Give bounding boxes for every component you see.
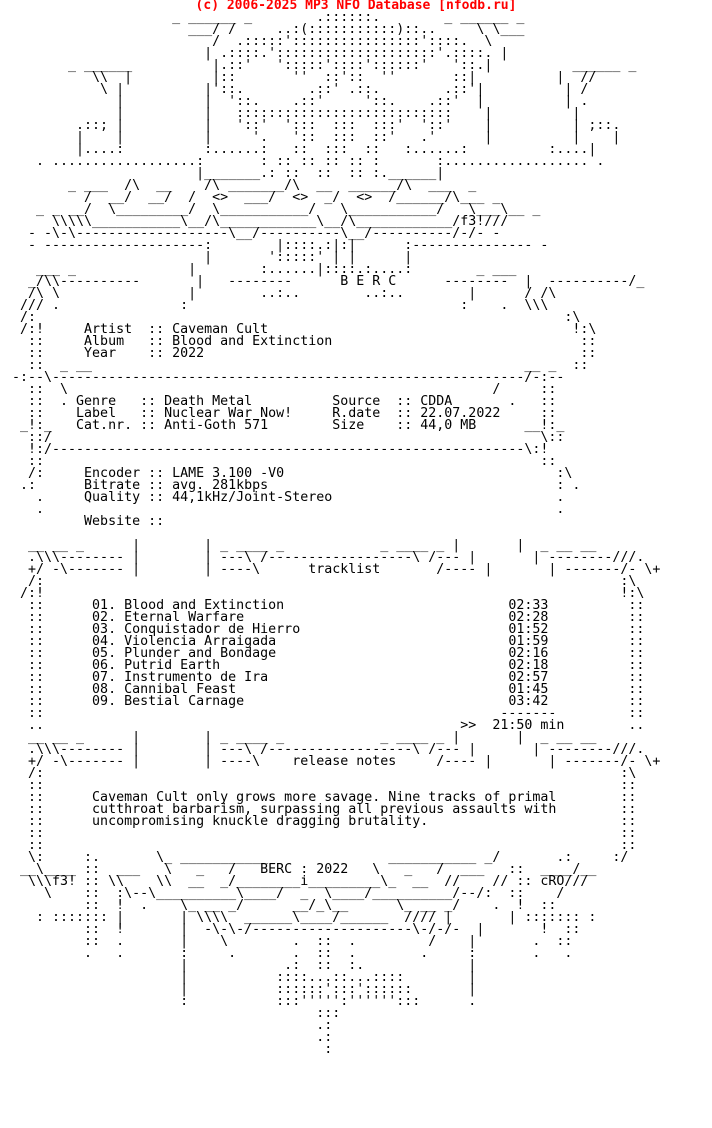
nfo-line: \\ | |:: '' ::':: '' ::| | // [12,70,597,85]
nfo-line: __ __ _ | | _ ____ _ _ ____ _ | | _ __ __ [12,730,597,745]
nfo-line: /: Encoder :: LAME 3.100 -V0 :\ [12,466,573,481]
nfo-line: | ::::::':::':::::: | [12,982,477,997]
nfo-line: :: . Genre :: Death Metal Source :: CDDA . :: [12,394,557,409]
nfo-line: ::/ \:: [12,430,565,445]
nfo-line: .: Bitrate :: avg. 281kbps : . [12,478,581,493]
nfo-line: _ _ __/ \_________/ \___________/ \___________/ \___\__ _ [12,202,541,217]
nfo-line: | ::::...::...:::: | [12,970,477,985]
nfo-line: .. >> 21:50 min .. [12,718,645,733]
nfo-line: \\\f3! :: \\ \\ __ _/________i_________\_ __ // // :: cRO/// [12,874,589,889]
nfo-line: .\\\-------- | | ---\ /------------------\ /--- | | --------///. [12,550,645,565]
nfo-line: +/ -\------- | | ----\ tracklist /---- | | -------/- \+ [12,562,661,577]
nfo-line: :: :: [12,826,637,841]
nfo-line: .: [12,1018,333,1033]
nfo-line: _ ______ _ .::::::. _ ______ _ [12,10,525,25]
nfo-line: Website :: [12,514,165,529]
nfo-line: _ ___ /\ __ /\ _______/\ __ ______/\ ___ _ [12,178,477,193]
nfo-line: :: uncompromising knuckle dragging brutality. :: [12,814,637,829]
nfo-line: __ __ _ | | _ ____ _ _ ____ _ | | _ __ __ [12,538,597,553]
nfo-line: :: Year :: 2022 :: [12,346,597,361]
nfo-line: _ ______ |.::' ':::::'::::'::::::' '::.| ______ _ [12,58,637,73]
nfo-line: : :::''''':''''''::: . [12,994,477,1009]
nfo-line: | ':::::' | | | [12,250,413,265]
nfo-line: :: 03. Conquistador de Hierro 01:52 :: [12,622,645,637]
nfo-line: |....: :......: :: ::: :: :......: :....| [12,142,597,157]
nfo-line: /: :\ [12,574,637,589]
nfo-line: - --------------------: |::::.:|:| :--------------- - [12,238,549,253]
nfo-line: . ..................: : :: :: :: :: : :.................. . [12,154,605,169]
nfo-line: :: \ / :: [12,382,557,397]
nfo-line: :: 06. Putrid Earth 02:18 :: [12,658,645,673]
nfo-line: : ::::::: | | \\\\ ______\____/______ //// | | ::::::: : [12,910,597,925]
nfo-line: | .: :: :. | [12,958,477,973]
nfo-line: .: [12,1030,333,1045]
nfo-line: !:/-----------------------------------------------------------\:! [12,442,549,457]
nfo-line: :: ! | -\-\-/--------------------\-/-/- | ! :: [12,922,581,937]
nfo-line: _/\\---------- | -------- B E R C -------- | ----------/_ [12,274,645,289]
nfo-line: :: Album :: Blood and Extinction :: [12,334,597,349]
nfo-line: . . : . . :: . . : . . [12,946,573,961]
nfo-line: | | | '. ':: ::: ::' .' | | | [12,130,621,145]
nfo-line: | | ::::::::::::::::::::::::::: | | [12,106,581,121]
nfo-line: :: 08. Cannibal Feast 01:45 :: [12,682,645,697]
nfo-line: \\\\\___________\__/\____________\__/\____________/f3!/// [12,214,509,229]
nfo-line: /// . : : . \\\ [12,298,549,313]
nfo-line: :: 04. Violencia Arraigada 01:59 :: [12,634,645,649]
nfo-line: :: Label :: Nuclear War Now! R.date :: 22.07.2022 :: [12,406,557,421]
nfo-line: -:--\-----------------------------------------------------------/-:-- [12,370,565,385]
nfo-line: :: 01. Blood and Extinction 02:33 :: [12,598,645,613]
nfo-line: ___ _ | :......|::::.:....: _ ___ [12,262,517,277]
nfo-line: | | '::. .::' '::. .::' | | . [12,94,589,109]
nfo-line: /\ \ | ..:.. ..:.. | / /\ [12,286,557,301]
nfo-line: :: 02. Eternal Warfare 02:28 :: [12,610,645,625]
nfo-line: :: . | \ . :: . / | . :: [12,934,573,949]
site-header: (c) 2006-2025 MP3 NFO Database [nfodb.ru] [195,0,517,13]
nfo-line: |_______.: :: :: :: :.______| [12,166,445,181]
nfo-line: +/ -\------- | | ----\ release notes /---- | | -------/- \+ [12,754,661,769]
nfo-line: \: :. \_ ___________ ___________ _/ .: :/ [12,850,629,865]
nfo-line: . . [12,502,565,517]
nfo-line: :: :: [12,778,637,793]
nfo-line: :: cutthroat barbarism, surpassing all previous assaults with :: [12,802,637,817]
nfo-line: ::: [12,1006,341,1021]
nfo-line: . Quality :: 44,1kHz/Joint-Stereo . [12,490,565,505]
nfo-line: :: ------- :: [12,706,645,721]
nfo-line: ___/ / ..:(:::::::::::)::.. \ \___ [12,22,525,37]
nfo-line: :: 07. Instrumento de Ira 02:57 :: [12,670,645,685]
nfo-line: .::; | | '::' '::: ::: :::' '::' | | ;::. [12,118,621,133]
nfo-line: :: 05. Plunder and Bondage 02:16 :: [12,646,645,661]
nfo-line: :: 09. Bestial Carnage 03:42 :: [12,694,645,709]
nfo-line: .\\\-------- | | ---\ /------------------\ /--- | | --------///. [12,742,645,757]
nfo-line: / .:::::'::::::::::::::::'::::. \ [12,34,493,49]
nfo-line: _!:_ Cat.nr. :: Anti-Goth 571 Size :: 44,0 MB __!:_ [12,418,565,433]
nfo-line: - -\-\-------------------\__/----------\__/----------/-/- - [12,226,501,241]
nfo-line: :: ! . \_ __ _/ __/_\__ \_ __ _/ . ! :: [12,898,557,913]
nfo-line: /: :\ [12,310,581,325]
nfo-line: | .::::.'::::::::::::::::::::'.::::. | [12,46,509,61]
nfo-ascii-art [12,12,660,1056]
nfo-line: :: Caveman Cult only grows more savage. Nine tracks of primal :: [12,790,637,805]
nfo-line: : [12,1042,333,1057]
nfo-line: /:! !:\ [12,586,645,601]
nfo-line: :: :: [12,454,557,469]
nfo-line: /:! Artist :: Caveman Cult !:\ [12,322,597,337]
nfo-line: \ :: :\--\__________\____/ _ \____/__________/--/: :: / [12,886,565,901]
nfo-line: :: _ __ __ _ :: [12,358,589,373]
nfo-line: / __/ __/ / <> ___/ <> _/ <> /______/\___ _ [12,190,501,205]
nfo-line: :: :: [12,838,637,853]
nfo-line: __\____ :: ___ \ _ / BERC : 2022 \ _ / ___ :: ____/__ [12,862,597,877]
nfo-line: \ | |'::. .::' .::. .::'| | / [12,82,589,97]
nfo-line: /: :\ [12,766,637,781]
